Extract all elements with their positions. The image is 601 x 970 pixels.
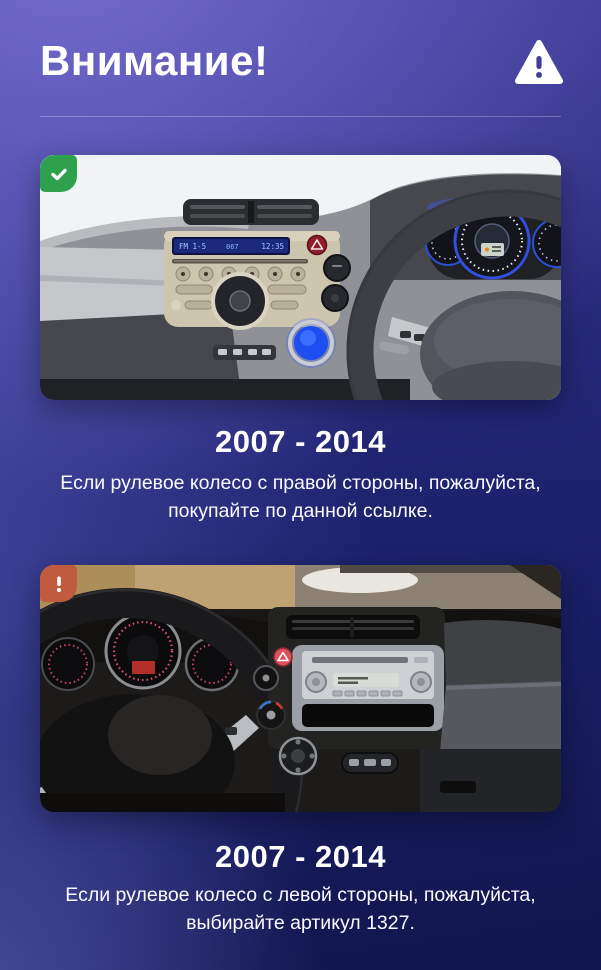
lhd-years-heading: 2007 - 2014 bbox=[215, 839, 386, 874]
rhd-years-heading: 2007 - 2014 bbox=[215, 424, 386, 459]
right-hand-drive-dashboard-photo bbox=[40, 155, 561, 400]
page-title: Внимание! bbox=[40, 37, 269, 84]
rhd-instruction-text bbox=[0, 469, 601, 525]
svg-text:067: 067 bbox=[226, 243, 239, 251]
warning-triangle-icon bbox=[515, 40, 563, 86]
success-badge bbox=[40, 155, 77, 192]
lhd-instruction-line1: Если рулевое колесо с левой стороны, пожалуйста, bbox=[65, 884, 536, 906]
svg-text:12:35: 12:35 bbox=[261, 242, 284, 251]
left-hand-drive-dashboard-photo bbox=[40, 565, 561, 812]
exclamation-icon bbox=[49, 574, 69, 594]
lhd-dashboard-card bbox=[40, 565, 561, 812]
warning-badge bbox=[40, 565, 77, 602]
check-icon bbox=[49, 164, 69, 184]
hazard-button-photo2 bbox=[274, 648, 292, 666]
lhd-instruction-line2: выбирайте артикул 1327. bbox=[186, 912, 415, 934]
hazard-button-photo1 bbox=[308, 236, 327, 255]
rhd-dashboard-card bbox=[40, 155, 561, 400]
title-divider bbox=[40, 116, 561, 117]
svg-text:FM 1-5: FM 1-5 bbox=[179, 242, 207, 251]
rhd-instruction-line1: Если рулевое колесо с правой стороны, пожалуйста, bbox=[60, 472, 541, 494]
rhd-instruction-line2: покупайте по данной ссылке. bbox=[168, 500, 433, 522]
lhd-instruction-text bbox=[0, 881, 601, 937]
